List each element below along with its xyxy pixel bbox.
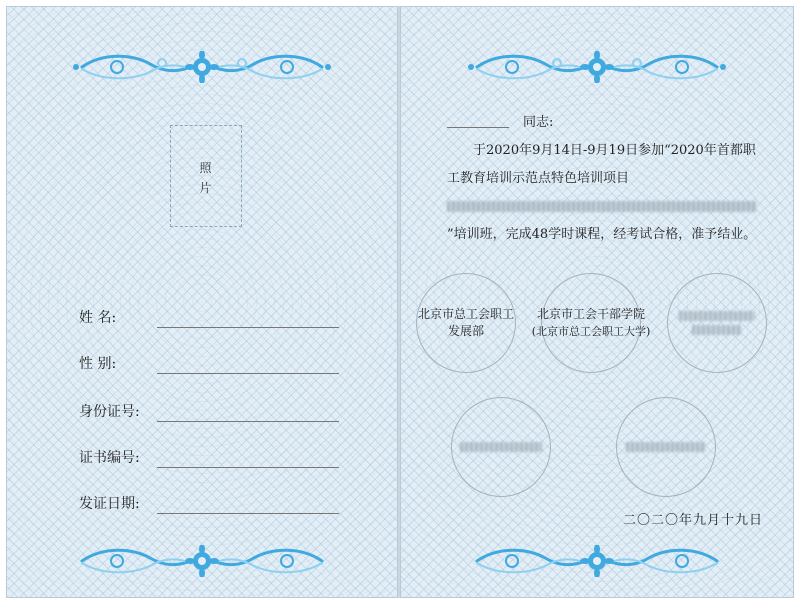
redacted-line xyxy=(460,442,542,452)
bottom-ornament-left xyxy=(62,545,342,577)
redacted-line xyxy=(626,442,706,452)
issue-date: 二〇二〇年九月十九日 xyxy=(623,513,764,528)
seal-line: 北京市工会干部学院 xyxy=(536,307,645,321)
certificate-number-field-label: 证书编号: xyxy=(79,450,140,466)
gender-field xyxy=(79,353,339,375)
gender-field-label: 性 别: xyxy=(79,356,117,372)
salutation: 同志: xyxy=(523,115,554,130)
seal-redacted-text xyxy=(677,307,757,339)
photo-label-char: 片 xyxy=(199,181,213,195)
photo-placeholder xyxy=(170,125,242,227)
seal-redacted-2 xyxy=(451,397,551,497)
seal-cadre-college xyxy=(531,273,651,373)
seal-federation-development xyxy=(416,273,516,373)
left-page xyxy=(6,6,398,598)
body-text-part2: ”培训班，完成48学时课程，经考试合格，准予结业。 xyxy=(447,227,757,242)
recipient-name-line xyxy=(447,127,509,128)
name-field-line xyxy=(157,327,339,328)
seal-redacted-text xyxy=(459,438,543,456)
redacted-line xyxy=(679,311,755,321)
photo-label xyxy=(171,158,241,198)
bottom-ornament-right xyxy=(457,545,737,577)
seal-line: 北京市总工会职工 xyxy=(417,307,514,321)
body-text-part1: 于2020年9月14日-9月19日参加“2020年首都职工教育培训示范点特色培训项目 xyxy=(447,143,756,186)
seal-line: 发展部 xyxy=(447,324,484,338)
issue-date-field-line xyxy=(157,513,339,514)
redacted-line xyxy=(692,325,742,335)
top-ornament-right xyxy=(457,51,737,83)
seal-redacted-text xyxy=(624,438,708,456)
redacted-project-name-cont xyxy=(597,201,757,212)
issue-date-field xyxy=(79,493,339,515)
issue-date-field-label: 发证日期: xyxy=(79,496,140,512)
top-ornament-left xyxy=(62,51,342,83)
certificate-number-field xyxy=(79,447,339,469)
id-number-field-line xyxy=(157,421,339,422)
redacted-project-name xyxy=(447,201,597,212)
photo-label-char: 照 xyxy=(199,161,213,175)
seal-text xyxy=(418,306,514,340)
certificate-paragraph xyxy=(447,137,763,249)
id-number-field-label: 身份证号: xyxy=(79,404,140,420)
right-page xyxy=(400,6,794,598)
seal-text xyxy=(532,306,651,340)
id-number-field xyxy=(79,401,339,423)
name-field xyxy=(79,307,339,329)
name-field-label: 姓 名: xyxy=(79,310,117,326)
certificate-number-field-line xyxy=(157,467,339,468)
seal-redacted-1 xyxy=(667,273,767,373)
gender-field-line xyxy=(157,373,339,374)
seal-redacted-3 xyxy=(616,397,716,497)
seal-line: (北京市总工会职工大学) xyxy=(531,325,651,338)
